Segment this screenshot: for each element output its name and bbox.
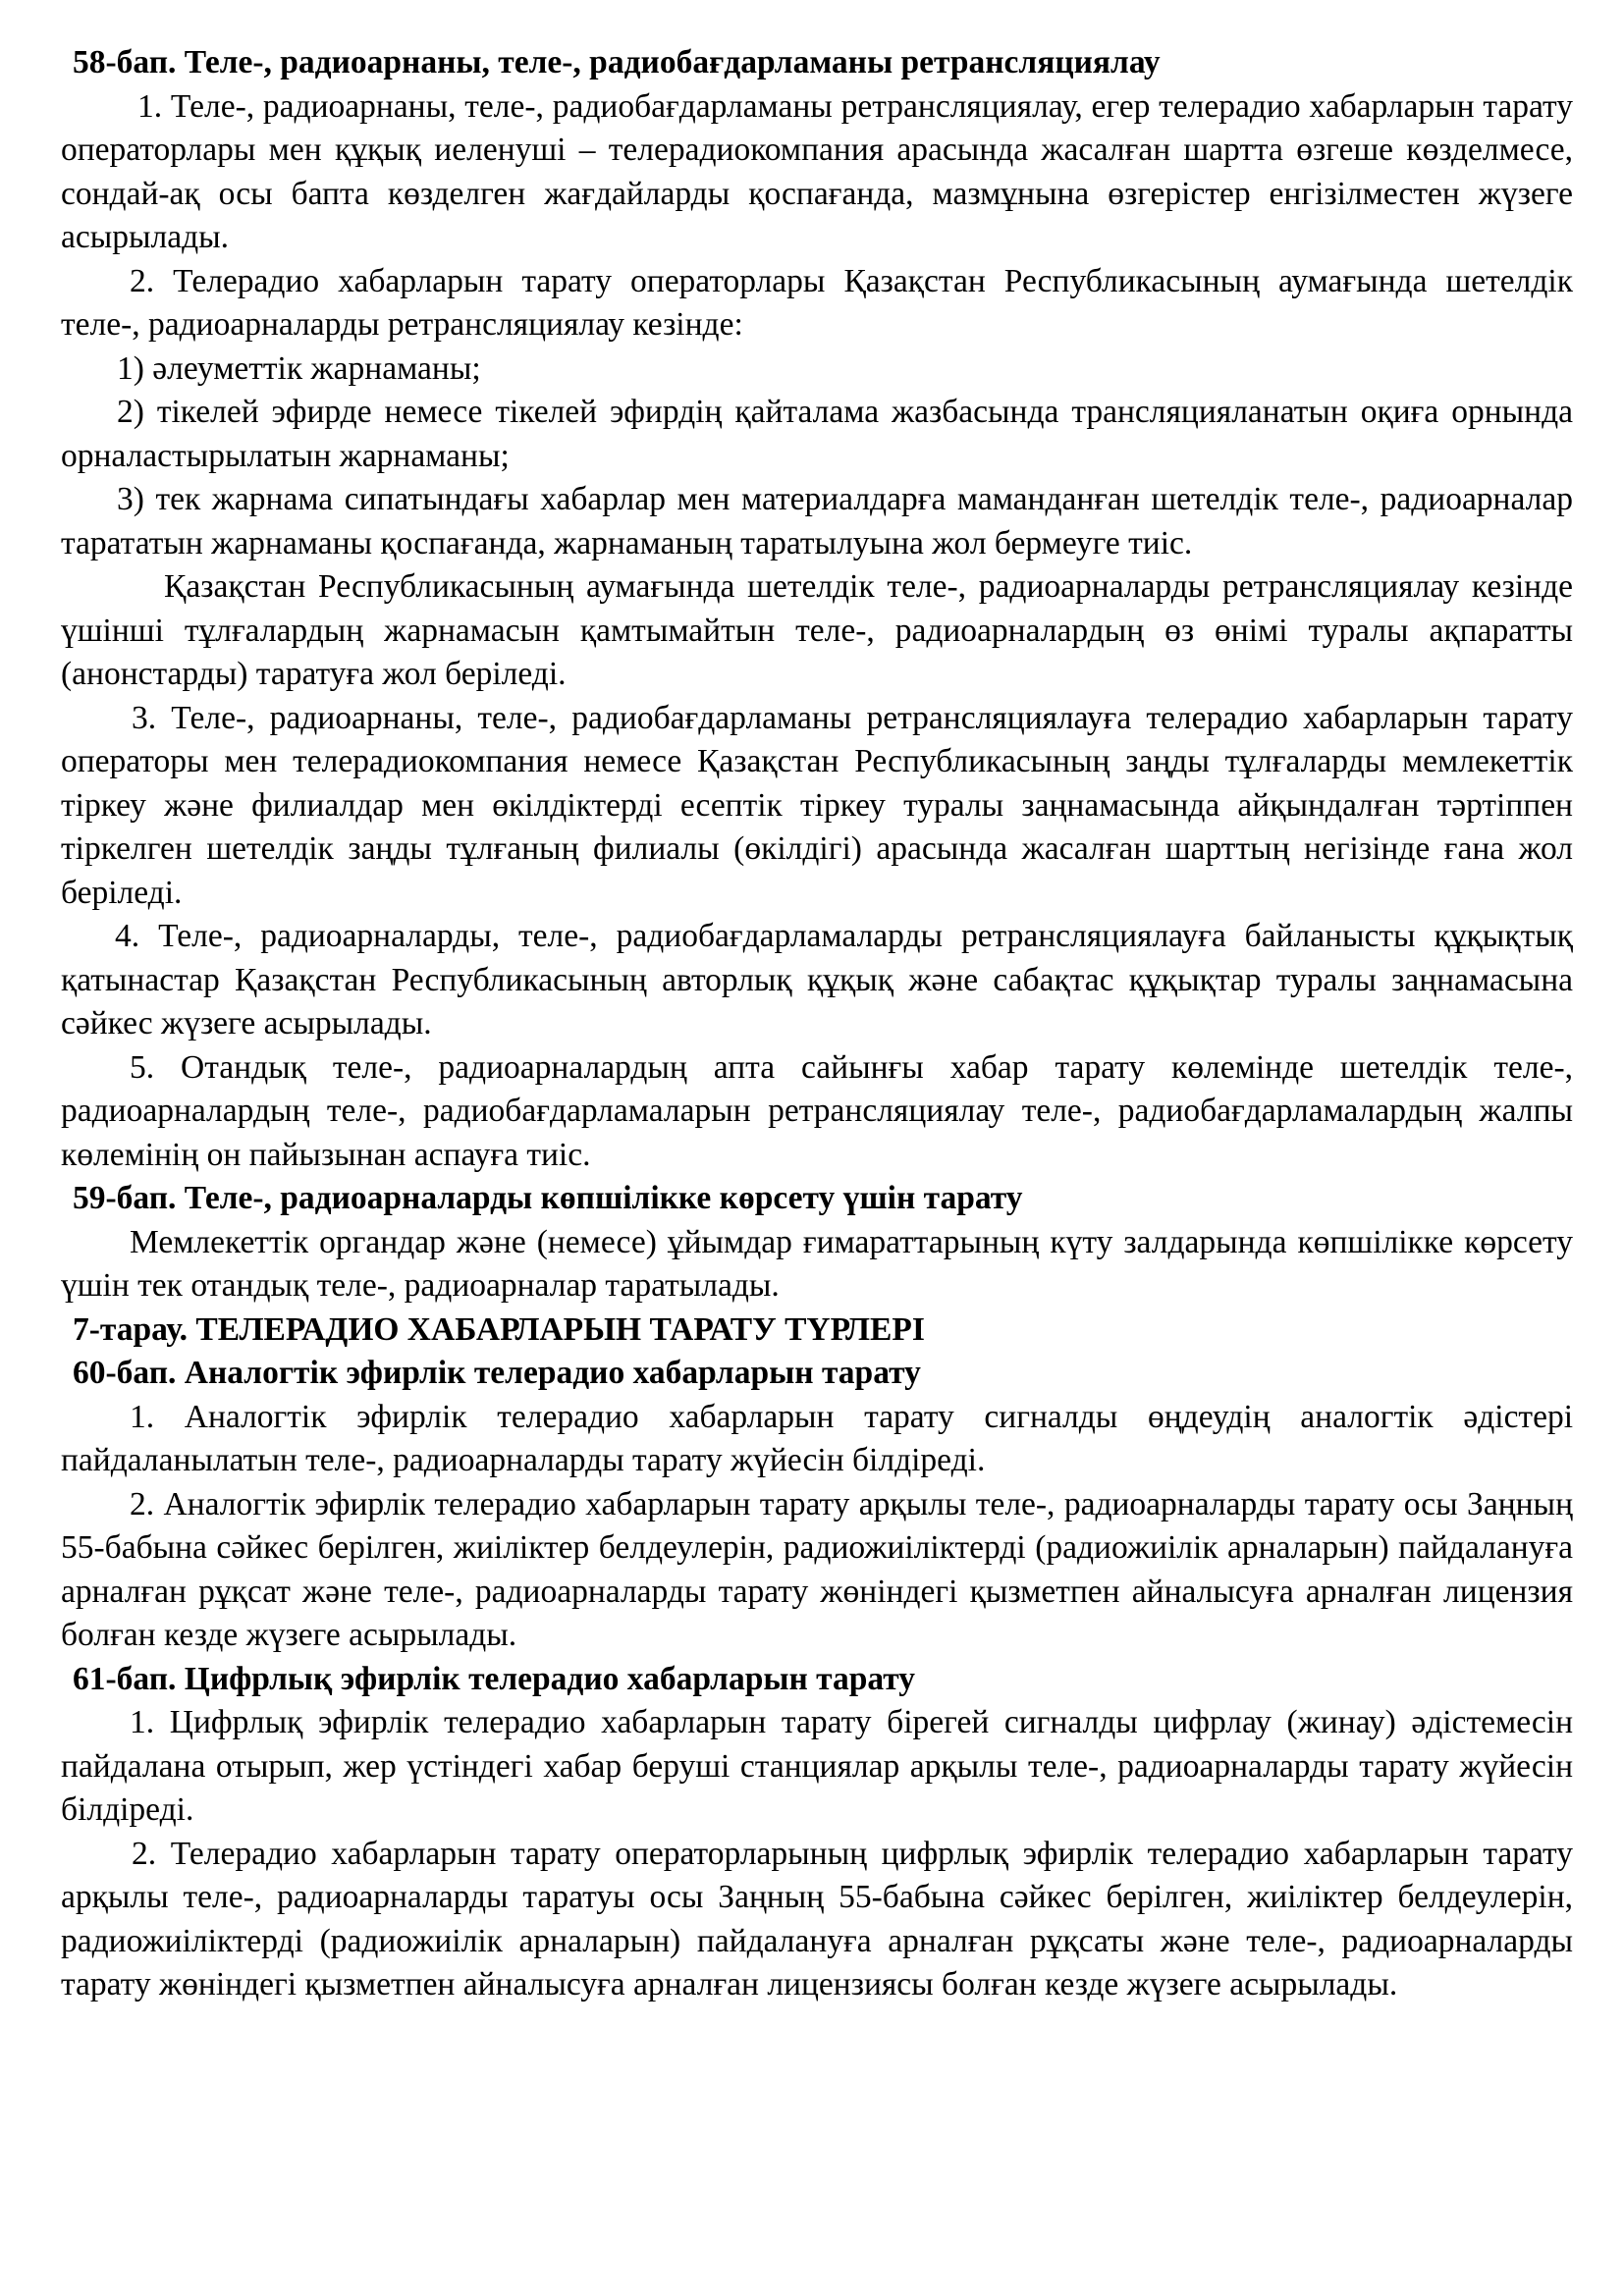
article-58-paragraph-2-addendum: Қазақстан Республикасының аумағында шетелдік теле-, радиоарналарды ретрансляциялау кезінде үшінші тұлғалардың жарнамасын қамтымайтын теле-, радиоарналардың өз өнімі туралы ақпаратты (анонстарды) таратуға жол беріледі.: [61, 568, 1573, 692]
article-60-paragraph-2: 2. Аналогтік эфирлік телерадио хабарларын тарату арқылы теле-, радиоарналарды тарату осы Заңның 55-бабына сәйкес берілген, жиіліктер белдеулерін, радиожиіліктерді (радиожиілік арналарын) пайдалануға арналған рұқсат және теле-, радиоарналарды тарату жөніндегі қызметпен айналысуға арналған лицензия болған кезде жүзеге асырылады.: [61, 1485, 1573, 1653]
article-58-paragraph-4: 4. Теле-, радиоарналарды, теле-, радиобағдарламаларды ретрансляциялауға байланысты құқықтық қатынастар Қазақстан Республикасының авторлық құқық және сабақтас құқықтар туралы заңнамасына сәйкес жүзеге асырылады.: [61, 918, 1573, 1041]
article-58-subitem-1: 1) әлеуметтік жарнаманы;: [117, 349, 481, 387]
article-58-paragraph-2: 2. Телерадио хабарларын тарату операторлары Қазақстан Республикасының аумағында шетелдік теле-, радиоарналарды ретрансляциялау кезінде:: [61, 262, 1573, 343]
article-59-paragraph: Мемлекеттік органдар және (немесе) ұйымдар ғимараттарының күту залдарында көпшілікке көрсету үшін тек отандық теле-, радиоарналар таратылады.: [61, 1223, 1573, 1304]
article-61-heading: 61-бап. Цифрлық эфирлік телерадио хабарларын тарату: [73, 1660, 916, 1697]
article-58-heading: 58-бап. Теле-, радиоарнаны, теле-, радиобағдарламаны ретрансляциялау: [73, 44, 1161, 80]
article-61-paragraph-2: 2. Телерадио хабарларын тарату операторларының цифрлық эфирлік телерадио хабарларын тарату арқылы теле-, радиоарналарды таратуы осы Заңның 55-бабына сәйкес берілген, жиіліктер белдеулерін, радиожиіліктерді (радиожиілік арналарын) пайдалануға арналған рұқсаты және теле-, радиоарналарды тарату жөніндегі қызметпен айналысуға арналған лицензиясы болған кезде жүзеге асырылады.: [61, 1835, 1573, 2002]
article-58-subitem-2: 2) тікелей эфирде немесе тікелей эфирдің қайталама жазбасында трансляцияланатын оқиға орнында орналастырылатын жарнаманы;: [61, 394, 1573, 474]
article-58-paragraph-3: 3. Теле-, радиоарнаны, теле-, радиобағдарламаны ретрансляциялауға телерадио хабарларын тарату операторы мен телерадиокомпания немесе Қазақстан Республикасының заңды тұлғаларды мемлекеттік тіркеу және филиалдар мен өкілдіктерді есептік тіркеу туралы заңнамасында айқындалған тәртіппен тіркелген шетелдік заңды тұлғаның филиалы (өкілдігі) арасында жасалған шарттың негізінде ғана жол беріледі.: [61, 699, 1573, 911]
document-page: [61, 41, 1573, 2007]
article-58-paragraph-5: 5. Отандық теле-, радиоарналардың апта сайынғы хабар тарату көлемінде шетелдік теле-, радиоарналардың теле-, радиобағдарламаларын ретрансляциялау теле-, радиобағдарламалардың жалпы көлемінің он пайызынан аспауға тиіс.: [61, 1048, 1573, 1173]
article-58-subitem-3: 3) тек жарнама сипатындағы хабарлар мен материалдарға маманданған шетелдік теле-, радиоарналар тарататын жарнаманы қоспағанда, жарнаманың таратылуына жол бермеуге тиіс.: [61, 481, 1573, 561]
chapter-7-heading: 7-тарау. ТЕЛЕРАДИО ХАБАРЛАРЫН ТАРАТУ ТҮРЛЕРІ: [73, 1310, 925, 1348]
article-61-paragraph-1: 1. Цифрлық эфирлік телерадио хабарларын тарату бірегей сигналды цифрлау (жинау) әдістемесін пайдалана отырып, жер үстіндегі хабар беруші станциялар арқылы теле-, радиоарналарды тарату жүйесін білдіреді.: [61, 1704, 1573, 1828]
article-60-heading: 60-бап. Аналогтік эфирлік телерадио хабарларын тарату: [73, 1355, 921, 1391]
article-60-paragraph-1: 1. Аналогтік эфирлік телерадио хабарларын тарату сигналды өңдеудің аналогтік әдістері пайдаланылатын теле-, радиоарналарды тарату жүйесін білдіреді.: [61, 1398, 1573, 1478]
article-59-heading: 59-бап. Теле-, радиоарналарды көпшілікке көрсету үшін тарату: [73, 1180, 1023, 1216]
article-58-paragraph-1: 1. Теле-, радиоарнаны, теле-, радиобағдарламаны ретрансляциялау, егер телерадио хабарларын тарату операторлары мен құқық иеленуші – телерадиокомпания арасында жасалған шартта өзгеше көзделмесе, сондай-ақ осы бапта көзделген жағдайларды қоспағанда, мазмұнына өзгерістер енгізілместен жүзеге асырылады.: [61, 87, 1573, 255]
